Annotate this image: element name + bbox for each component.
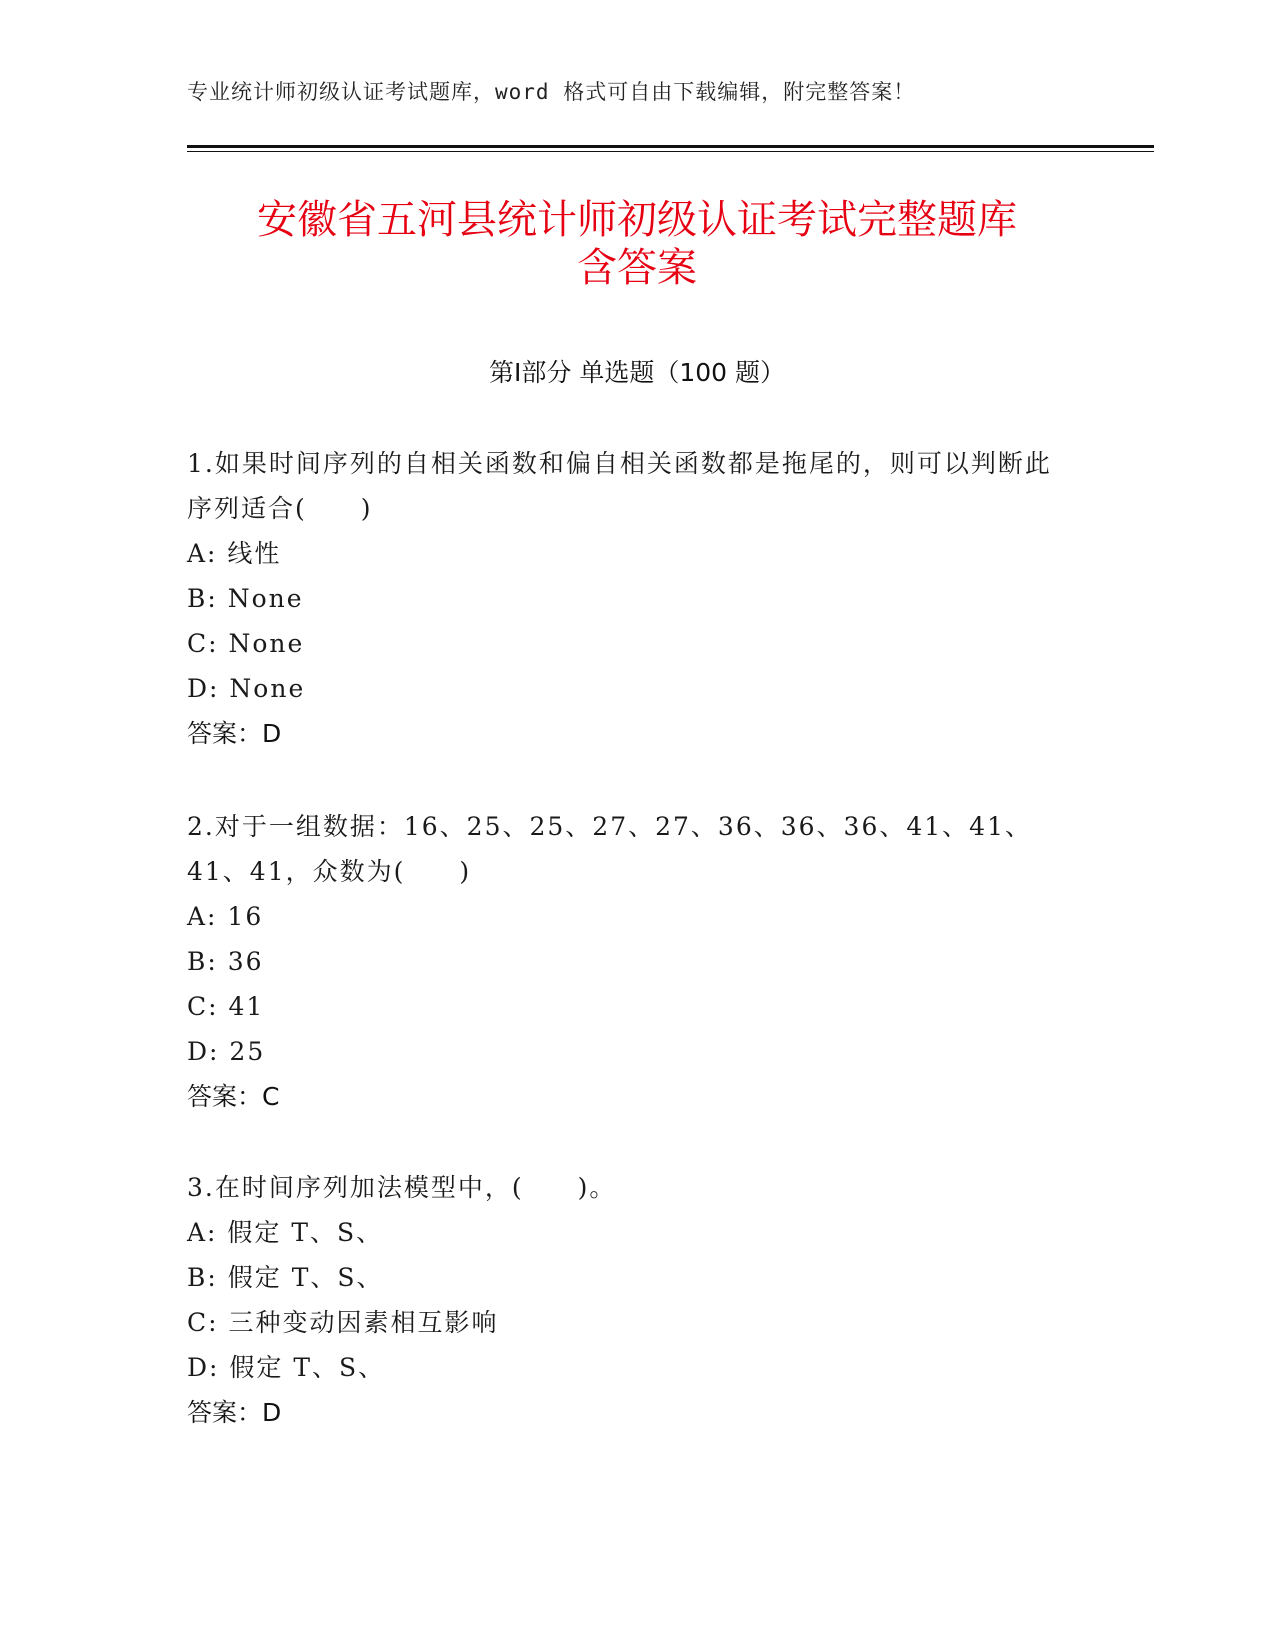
option-b: B: 假定 T、S、 — [187, 1263, 384, 1292]
option-d: D: 假定 T、S、 — [187, 1353, 386, 1382]
option-a: A: 16 — [187, 902, 264, 931]
option-b: B: None — [187, 584, 304, 613]
document-title-line1: 安徽省五河县统计师初级认证考试完整题库 — [257, 197, 1017, 243]
option-c: C: None — [187, 629, 305, 658]
option-b: B: 36 — [187, 947, 264, 976]
question-stem: 2.对于一组数据：16、25、25、27、27、36、36、36、41、41、41、41，众数为( ) — [187, 812, 1032, 886]
question-3 — [187, 1165, 1067, 1435]
question-2 — [187, 804, 1067, 1119]
option-c: C: 41 — [187, 992, 265, 1021]
option-a: A: 线性 — [187, 539, 282, 568]
document-title-line2: 含答案 — [577, 245, 697, 291]
question-stem: 3.在时间序列加法模型中，( )。 — [187, 1173, 617, 1202]
question-1 — [187, 441, 1067, 756]
option-a: A: 假定 T、S、 — [187, 1218, 384, 1247]
answer-line: 答案：D — [187, 1398, 282, 1427]
document-title — [187, 196, 1087, 292]
option-c: C: 三种变动因素相互影响 — [187, 1308, 499, 1337]
question-stem: 1.如果时间序列的自相关函数和偏自相关函数都是拖尾的，则可以判断此序列适合( ) — [187, 449, 1052, 523]
section-heading: 第Ⅰ部分 单选题（100 题） — [489, 358, 785, 387]
option-d: D: None — [187, 674, 306, 703]
answer-line: 答案：D — [187, 719, 282, 748]
header-rule-thin — [187, 151, 1154, 152]
header-note: 专业统计师初级认证考试题库，word 格式可自由下载编辑，附完整答案！ — [187, 80, 916, 104]
header-rule-thick — [187, 145, 1154, 148]
option-d: D: 25 — [187, 1037, 266, 1066]
answer-line: 答案：C — [187, 1082, 280, 1111]
